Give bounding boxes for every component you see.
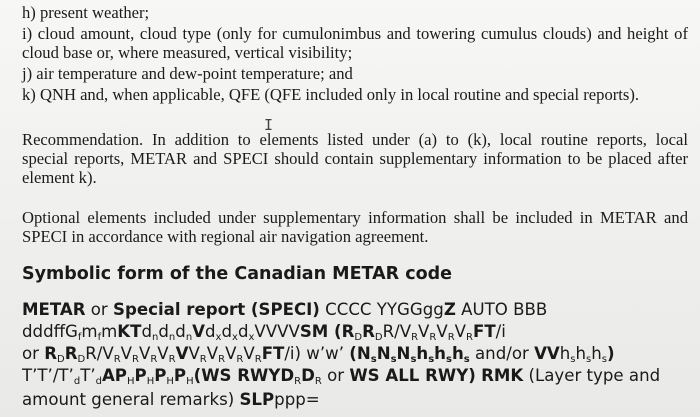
- recommendation-line-1: Recommendation. In addition to elements listed under (a) to (k), local routine reports, local: [22, 130, 688, 149]
- optional-line-1: Optional elements included under supplementary information shall be included in METAR and: [22, 208, 688, 227]
- list-item-i-continued: cloud base or, where measured, vertical visibility;: [22, 43, 353, 62]
- symbolic-line-4: $T’T’/T’_dT’_dAP_HP_HP_HP_H(WS$ $RWYD_RD_R$ or WS ALL RWY) RMK (Layer type and: [22, 366, 661, 387]
- symbolic-line-3: or $R_DR_DR/V_RV_RV_RV_RVV_RV_RV_RV_RFT/i$) w’w’ ($N_sN_sN_sh_sh_sh_s$ and/or $VVh_sh_sh_s$): [22, 344, 615, 365]
- symbolic-line-2: $dddffG_fm_fmKTd_nd_nd_nVd_xd_xd_xVVVVSM$ ($R_DR_DR/V_RV_RV_RV_RFT/i$: [22, 322, 506, 343]
- section-heading: Symbolic form of the Canadian METAR code: [22, 264, 453, 284]
- recommendation-line-3: element k).: [22, 168, 97, 187]
- list-item-h: h) present weather;: [22, 3, 150, 22]
- metar-label: METAR: [22, 300, 86, 319]
- list-item-j: j) air temperature and dew-point temperature; and: [22, 64, 353, 83]
- optional-line-2: SPECI in accordance with regional air navigation agreement.: [22, 227, 429, 246]
- symbolic-line-1: METAR or Special report (SPECI) CCCC YYGGggZ AUTO BBB: [22, 300, 548, 319]
- special-report-label: Special report (SPECI): [113, 300, 320, 319]
- list-item-k: k) QNH and, when applicable, QFE (QFE included only in local routine and special reports).: [22, 85, 640, 104]
- symbolic-line-5: amount general remarks) SLPppp=: [22, 390, 320, 409]
- recommendation-line-2: special reports, METAR and SPECI should contain supplementary information to be placed after: [22, 149, 688, 168]
- text-cursor-icon: I: [264, 116, 274, 134]
- list-item-i: i) cloud amount, cloud type (only for cumulonimbus and towering cumulus clouds) and height of: [22, 24, 688, 43]
